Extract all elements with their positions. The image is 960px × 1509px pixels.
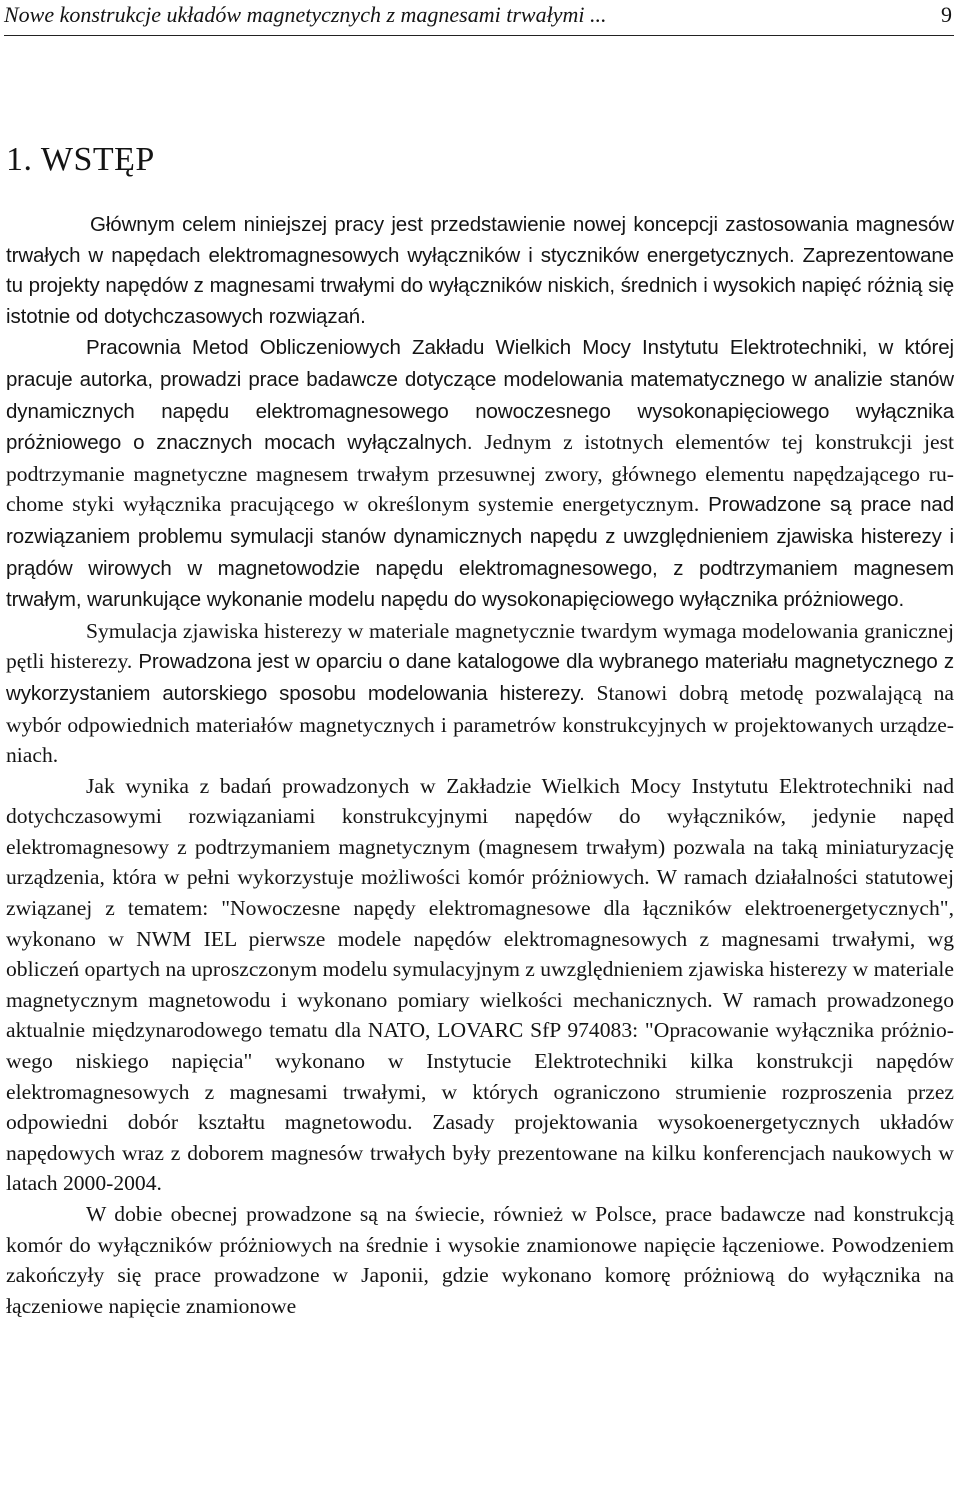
- paragraph-intro: [6, 210, 954, 332]
- paragraph-segment: Głównym celem niniejszej pracy jest przedstawienie nowej koncepcji zastosowania magnesów trwałych w napędach elektromagnesowych wyłączników i styczników energetycznych. Zaprezentowane tu projekty napędów z magnesami trwałymi do wyłączników niskich, średnich i wysokich napięć różnią się istotnie od dotychczasowych rozwiązań.: [6, 213, 954, 328]
- paragraph-segment: Prowadzona jest w oparciu o dane katalogowe dla wybranego materiału magnetycznego z wykorzystaniem autorskiego sposobu modelowania histerezy.: [6, 650, 954, 705]
- page-number: 9: [941, 2, 952, 27]
- paragraph-segment: W dobie obecnej prowadzone są na świecie, również w Polsce, prace badawcze nad konstrukcją komór do wyłączników próżniowych na średnie i wysokie znamionowe napięcie łączeniowe.: [6, 1202, 954, 1257]
- paragraph-segment: Jak wynika z badań prowadzonych w Zakładzie Wielkich Mocy Instytutu Elektrotechniki nad dotychczasowymi rozwiązaniami konstrukcyjnymi napędów do wyłączników, jedynie napęd elektromagnesowy z podtrzymaniem magnetycznym (magnesem trwałym) pozwala na taką miniaturyzację urządzenia, która w pełni wykorzystuje możliwości komór próżniowych.: [6, 773, 954, 890]
- paragraph-segment: Powodzeniem zakończyły się prace prowadzone w Japonii, gdzie wykonano komorę próżniową do wyłącznika na łączeniowe napięcie znamionowe: [6, 1232, 954, 1318]
- body-text: [6, 210, 954, 1321]
- running-header-title: Nowe konstrukcje układów magnetycznych z magnesami trwałymi ...: [4, 2, 607, 27]
- paragraph-segment: Jednym z istotnych elementów tej konstrukcji jest podtrzymanie magnetyczne magnesem trwałym przesuwnej zwory, głównego elementu napędzającego ruchome styki wyłącznika pracującego w określonym systemie energetycznym.: [6, 430, 954, 517]
- paragraph-segment: W ramach prowadzonego aktualnie międzynarodowego tematu dla NATO, LOVARC SfP 974083: "Opracowanie wyłącznika próżniowego niskiego napięcia" wykonano w Instytucie Elektrotechniki kilka konstrukcji napędów elektromagnesowych z magnesami trwałymi, w których ograniczono strumienie rozproszenia przez odpowiedni dobór kształtu magnetowodu.: [6, 987, 954, 1135]
- paragraph-segment: Symulacja zjawiska histerezy w materiale magnetycznie twardym wymaga modelowania granicznej pętli histerezy.: [6, 618, 954, 674]
- paragraph-research: [6, 771, 954, 1199]
- paragraph-hysteresis: [6, 616, 954, 771]
- running-header: [4, 0, 954, 36]
- paragraph-laboratory: [6, 332, 954, 615]
- paragraph-segment: Zasady projektowania wysokoenergetycznych układów napędowych wraz z doborem magnesów trwałych były prezentowane na kilku konferencjach naukowych w latach 2000-2004.: [6, 1110, 955, 1196]
- paragraph-segment: Prowadzone są prace nad rozwiązaniem problemu symulacji stanów dynamicznych napędu z uwzględnieniem zjawiska histerezy i prądów wirowych w magnetowodzie napędu elektromagnesowego, z podtrzymaniem magnesem trwałym, warunkujące wykonanie modelu napędu do wysokonapięciowego wyłącznika próżniowego.: [6, 493, 954, 612]
- paragraph-segment: Stanowi dobrą metodę pozwalającą na wybór odpowiednich materiałów magnetycznych i parametrów konstrukcyjnych w projektowanych urządzeniach.: [6, 680, 954, 768]
- section-heading: 1. WSTĘP: [6, 141, 155, 178]
- paragraph-segment: Pracownia Metod Obliczeniowych Zakładu Wielkich Mocy Instytutu Elektrotechniki, w której pracuje autorka, prowadzi prace badawcze dotyczące modelowania matematycznego w analizie stanów dynamicznych napędu elektromagnesowego nowoczesnego wysokonapięciowego wyłącznika próżniowego o znacznych mocach wyłączalnych.: [6, 336, 954, 455]
- paragraph-segment: W ramach działalności statutowej związanej z tematem: "Nowoczesne napędy elektromagnesowe dla łączników elektroenergetycznych", wykonano w NWM IEL pierwsze modele napędów elektromagnesowych z magnesami trwałymi, wg obliczeń opartych na uproszczonym modelu symulacyjnym z uwzględnieniem zjawiska histerezy w materiale magnetycznym magnetowodu i wykonano pomiary wielkości mechanicznych.: [6, 865, 954, 1012]
- paragraph-current-state: [6, 1199, 954, 1321]
